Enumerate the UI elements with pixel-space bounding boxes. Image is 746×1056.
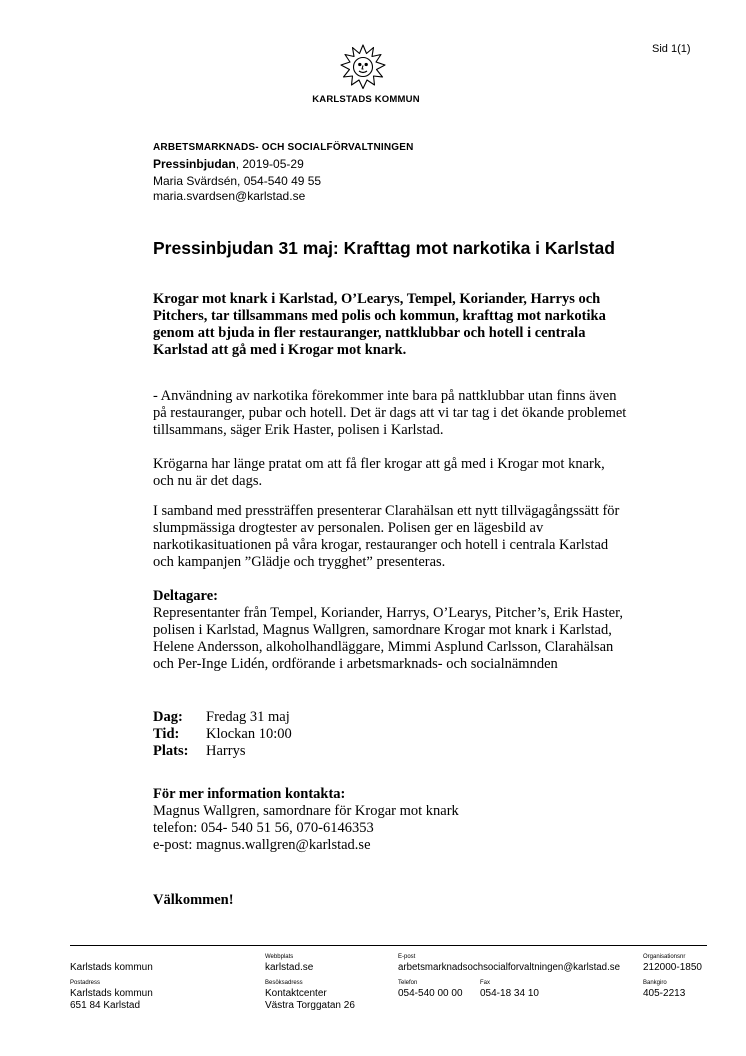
body-paragraph-1: - Användning av narkotika förekommer inte bara på nattklubbar utan finns även på restauranger, pubar och hotell. Det är dags att vi tar tag i det ökande problemet tillsammans, säger Erik Haster, polisen i Karlstad. [153, 388, 627, 438]
document-type: Pressinbjudan [153, 157, 236, 171]
page-number: Sid 1(1) [652, 43, 691, 55]
info-contact-name: Magnus Wallgren, samordnare för Krogar mot knark [153, 803, 459, 819]
participants-heading: Deltagare: [153, 588, 218, 604]
time-label: Tid: [153, 726, 180, 742]
body-paragraph-2: Krögarna har länge pratat om att få fler krogar att gå med i Krogar mot knark, och nu är det dags. [153, 456, 605, 489]
footer-giro-label: Bankgiro [643, 980, 667, 986]
place-value: Harrys [206, 743, 246, 759]
footer-orgno-label: Organisationsnr [643, 954, 686, 960]
footer-visit-label: Besöksadress [265, 980, 303, 986]
municipality-name: KARLSTADS KOMMUN [312, 94, 420, 105]
info-contact-phone: telefon: 054- 540 51 56, 070-6146353 [153, 820, 374, 836]
time-value: Klockan 10:00 [206, 726, 292, 742]
sun-face-icon [340, 44, 386, 90]
day-value: Fredag 31 maj [206, 709, 290, 725]
footer-phone-label: Telefon [398, 980, 418, 986]
footer-visit-line2: Västra Torggatan 26 [265, 1000, 355, 1011]
footer-org-name: Karlstads kommun [70, 962, 153, 973]
headline: Pressinbjudan 31 maj: Krafttag mot narkotika i Karlstad [153, 238, 615, 258]
footer-phone-value: 054-540 00 00 [398, 988, 463, 999]
footer-postal-line1: Karlstads kommun [70, 988, 153, 999]
contact-email: maria.svardsen@karlstad.se [153, 189, 306, 203]
footer-visit-line1: Kontaktcenter [265, 988, 327, 999]
detail-row-day [153, 709, 290, 726]
more-info-heading: För mer information kontakta: [153, 786, 346, 802]
footer-email-value: arbetsmarknadsochsocialforvaltningen@karlstad.se [398, 962, 620, 973]
participants-list: Representanter från Tempel, Koriander, Harrys, O’Learys, Pitcher’s, Erik Haster, polisen i Karlstad, Magnus Wallgren, samordnare Krogar mot knark i Karlstad, Helene Andersson, alkoholhandläggare, Mimmi Asplund Carlsson, Clarahälsan och Per-Inge Lidén, ordförande i arbetsmarknads- och socialnämnden [153, 605, 623, 672]
body-paragraph-3: I samband med pressträffen presenterar Clarahälsan ett nytt tillvägagångssätt för slumpmässiga drogtester av personalen. Polisen ger en lägesbild av narkotikasituationen på våra krogar, restauranger och hotell i centrala Karlstad och kampanjen ”Glädje och trygghet” presenteras. [153, 503, 620, 570]
footer-giro-value: 405-2213 [643, 988, 686, 999]
info-contact-email: e-post: magnus.wallgren@karlstad.se [153, 837, 371, 853]
footer-email-label: E-post [398, 954, 416, 960]
document-type-line [153, 157, 304, 171]
closing-greeting: Välkommen! [153, 892, 234, 908]
footer-postal-line2: 651 84 Karlstad [70, 1000, 141, 1011]
document-date: , 2019-05-29 [235, 157, 304, 171]
contact-name-phone: Maria Svärdsén, 054-540 49 55 [153, 174, 322, 188]
department-name: ARBETSMARKNADS- OCH SOCIALFÖRVALTNINGEN [153, 142, 414, 153]
detail-row-time [153, 726, 292, 743]
footer-web-label: Webbplats [265, 954, 294, 960]
footer-orgno-value: 212000-1850 [643, 962, 702, 973]
place-label: Plats: [153, 743, 189, 759]
detail-row-place [153, 743, 245, 760]
lead-paragraph: Krogar mot knark i Karlstad, O’Learys, Tempel, Koriander, Harrys och Pitchers, tar tillsammans med polis och kommun, krafttag mot narkotika genom att bjuda in fler restauranger, nattklubbar och hotell i centrala Karlstad att gå med i Krogar mot knark. [153, 291, 606, 358]
footer-fax-label: Fax [480, 980, 491, 986]
footer-web-value: karlstad.se [265, 962, 314, 973]
footer-divider [70, 945, 707, 946]
footer-fax-value: 054-18 34 10 [480, 988, 539, 999]
day-label: Dag: [153, 709, 183, 725]
footer-postal-label: Postadress [70, 980, 101, 986]
